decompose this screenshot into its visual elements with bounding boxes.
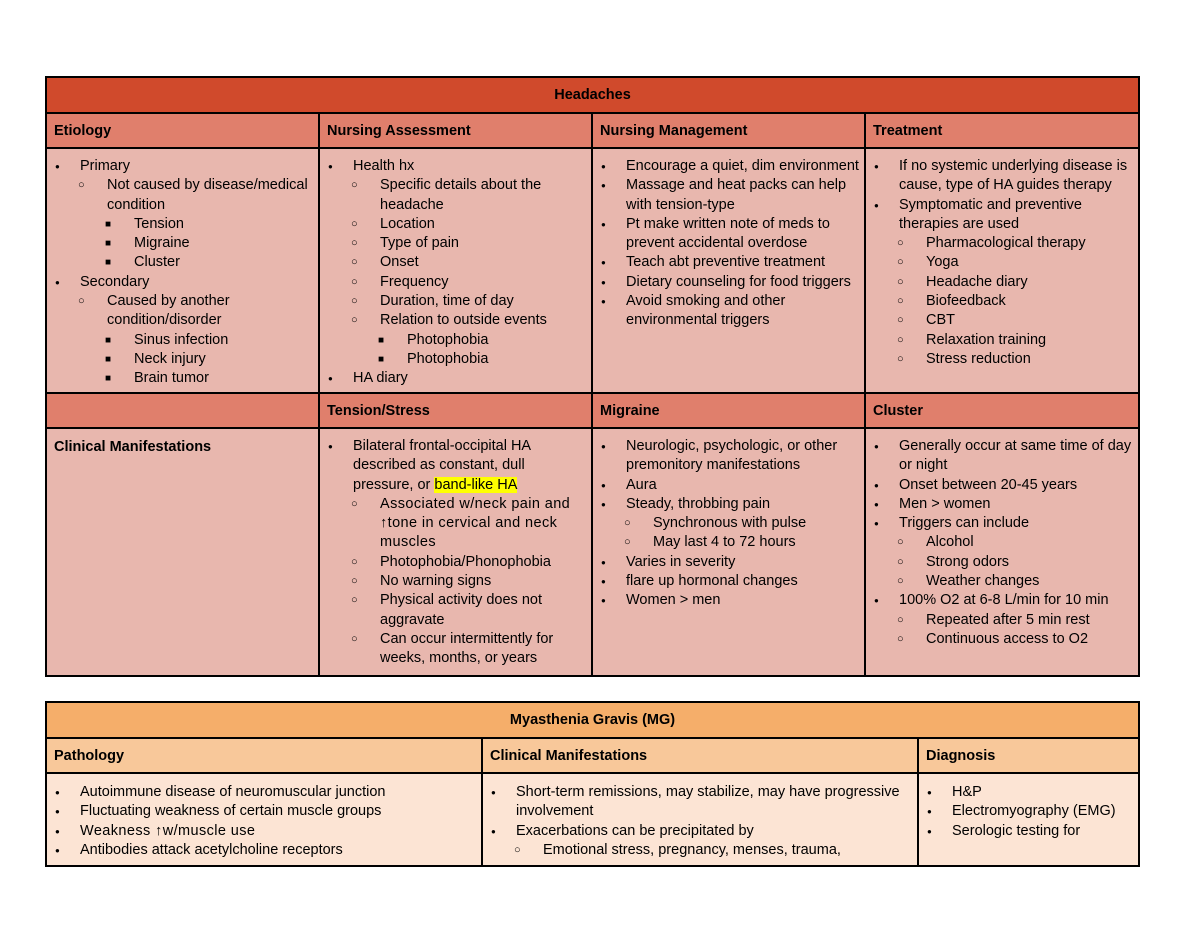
treatment-cell: [865, 148, 1139, 393]
list-item: ● Massage and heat packs can help with tension-type: [593, 176, 860, 215]
list-item: ○ Synchronous with pulse: [626, 514, 860, 533]
mg-clinical-manifestations-cell: [482, 773, 918, 866]
list-item: ● Health hx ○ Specific details about the headache ○ Location ○ Type of pain ○ Onset ○ Frequency ○ Duration, time of day ○ Relation to outside events ■ Photophobia ■ Photophobia: [320, 157, 587, 369]
list-item: ● Bilateral frontal-occipital HA described as constant, dull pressure, or band-like HA ○ Associated w/neck pain and ↑tone in cervical and neck muscles ○ Photophobia/Phonophobia ○ No warning signs ○ Physical activity does not aggravate ○ Can occur intermittently for weeks, months, or years: [320, 437, 587, 669]
list-item: ○ May last 4 to 72 hours: [626, 533, 860, 552]
pathology-cell: [46, 773, 482, 866]
list-item: ● Exacerbations can be precipitated by ○ Emotional stress, pregnancy, menses, trauma,: [483, 822, 913, 861]
list-item: ● Encourage a quiet, dim environment: [593, 157, 860, 176]
list-item: ● Primary ○ Not caused by disease/medical condition ■ Tension ■ Migraine ■ Cluster: [47, 157, 314, 273]
list-item: ● Fluctuating weakness of certain muscle groups: [47, 802, 477, 821]
list-item: ● Dietary counseling for food triggers: [593, 273, 860, 292]
cluster-header: Cluster: [865, 393, 1139, 428]
etiology-header: Etiology: [46, 113, 319, 148]
list-item: ● H&P: [919, 783, 1134, 802]
list-item: ○ Repeated after 5 min rest: [899, 611, 1134, 630]
pathology-header: Pathology: [46, 738, 482, 773]
list-item: ■ Brain tumor: [107, 369, 314, 388]
list-item: ■ Tension: [107, 215, 314, 234]
list-item: ● Autoimmune disease of neuromuscular junction: [47, 783, 477, 802]
etiology-cell: [46, 148, 319, 393]
list-item: ○ Physical activity does not aggravate: [353, 591, 587, 630]
list-item: ○ Caused by another condition/disorder ■ Sinus infection ■ Neck injury ■ Brain tumor: [80, 292, 314, 388]
list-item: ○ Continuous access to O2: [899, 630, 1134, 649]
list-item: ■ Photophobia: [380, 350, 587, 369]
list-item: ○ Photophobia/Phonophobia: [353, 553, 587, 572]
empty-header: [46, 393, 319, 428]
list-item: ■ Cluster: [107, 253, 314, 272]
list-item: ○ Type of pain: [353, 234, 587, 253]
clinical-manifestations-label-cell: [46, 428, 319, 676]
highlighted-text: band-like HA: [434, 476, 518, 493]
list-item: ○ Specific details about the headache: [353, 176, 587, 215]
list-item: ○ Relaxation training: [899, 331, 1134, 350]
migraine-cell: [592, 428, 865, 676]
list-item: ○ Strong odors: [899, 553, 1134, 572]
list-item: ● Symptomatic and preventive therapies are used ○ Pharmacological therapy ○ Yoga ○ Headache diary ○ Biofeedback ○ CBT ○ Relaxation training ○ Stress reduction: [866, 196, 1134, 370]
nursing-management-header: Nursing Management: [592, 113, 865, 148]
list-item: ○ Yoga: [899, 253, 1134, 272]
list-item: ● Teach abt preventive treatment: [593, 253, 860, 272]
list-item: ● Electromyography (EMG): [919, 802, 1134, 821]
list-item: ● Serologic testing for: [919, 822, 1134, 841]
tension-stress-header: Tension/Stress: [319, 393, 592, 428]
list-item: ○ No warning signs: [353, 572, 587, 591]
diagnosis-header: Diagnosis: [918, 738, 1139, 773]
list-item: ● flare up hormonal changes: [593, 572, 860, 591]
list-item: ● Onset between 20-45 years: [866, 476, 1134, 495]
list-item: ○ Pharmacological therapy: [899, 234, 1134, 253]
list-item: ● 100% O2 at 6-8 L/min for 10 min ○ Repeated after 5 min rest ○ Continuous access to O2: [866, 591, 1134, 649]
list-item: ● Weakness ↑w/muscle use: [47, 822, 477, 841]
list-item: ● Secondary ○ Caused by another condition/disorder ■ Sinus infection ■ Neck injury ■ Brain tumor: [47, 273, 314, 389]
list-item: ■ Photophobia: [380, 331, 587, 350]
list-item: ○ Emotional stress, pregnancy, menses, trauma,: [516, 841, 913, 860]
list-item: ● Varies in severity: [593, 553, 860, 572]
cluster-cell: [865, 428, 1139, 676]
mg-clinical-manifestations-header: Clinical Manifestations: [482, 738, 918, 773]
list-item: ● Neurologic, psychologic, or other premonitory manifestations: [593, 437, 860, 476]
tension-stress-cell: [319, 428, 592, 676]
list-item: ○ Not caused by disease/medical condition ■ Tension ■ Migraine ■ Cluster: [80, 176, 314, 272]
list-item: ○ Stress reduction: [899, 350, 1134, 369]
list-item: ● Pt make written note of meds to prevent accidental overdose: [593, 215, 860, 254]
list-item: ● Generally occur at same time of day or night: [866, 437, 1134, 476]
list-item: ■ Sinus infection: [107, 331, 314, 350]
headaches-table: [45, 76, 1140, 677]
diagnosis-cell: [918, 773, 1139, 866]
myasthenia-gravis-table: [45, 701, 1140, 867]
list-item: ○ CBT: [899, 311, 1134, 330]
list-item: ○ Associated w/neck pain and ↑tone in cervical and neck muscles: [353, 495, 587, 553]
list-item: ● Short-term remissions, may stabilize, may have progressive involvement: [483, 783, 913, 822]
list-item: ○ Onset: [353, 253, 587, 272]
list-item: ○ Location: [353, 215, 587, 234]
list-item: ○ Weather changes: [899, 572, 1134, 591]
clinical-manifestations-label: Clinical Manifestations: [54, 439, 212, 455]
list-item: ○ Frequency: [353, 273, 587, 292]
list-item: ● Steady, throbbing pain ○ Synchronous with pulse ○ May last 4 to 72 hours: [593, 495, 860, 553]
migraine-header: Migraine: [592, 393, 865, 428]
list-item: ○ Relation to outside events ■ Photophobia ■ Photophobia: [353, 311, 587, 369]
list-item: ● Men > women: [866, 495, 1134, 514]
list-item: ● Aura: [593, 476, 860, 495]
list-item: ■ Migraine: [107, 234, 314, 253]
list-item: ● Women > men: [593, 591, 860, 610]
nursing-assessment-header: Nursing Assessment: [319, 113, 592, 148]
treatment-header: Treatment: [865, 113, 1139, 148]
list-item: ○ Biofeedback: [899, 292, 1134, 311]
nursing-management-cell: [592, 148, 865, 393]
list-item: ● HA diary: [320, 369, 587, 388]
list-item: ● Antibodies attack acetylcholine receptors: [47, 841, 477, 860]
list-item: ○ Can occur intermittently for weeks, months, or years: [353, 630, 587, 669]
list-item: ○ Headache diary: [899, 273, 1134, 292]
list-item: ● Triggers can include ○ Alcohol ○ Strong odors ○ Weather changes: [866, 514, 1134, 591]
list-item: ● Avoid smoking and other environmental triggers: [593, 292, 860, 331]
list-item: ■ Neck injury: [107, 350, 314, 369]
headaches-title: Headaches: [46, 77, 1139, 113]
mg-title: Myasthenia Gravis (MG): [46, 702, 1139, 738]
list-item: ○ Duration, time of day: [353, 292, 587, 311]
list-item: ○ Alcohol: [899, 533, 1134, 552]
list-item: ● If no systemic underlying disease is cause, type of HA guides therapy: [866, 157, 1134, 196]
nursing-assessment-cell: [319, 148, 592, 393]
